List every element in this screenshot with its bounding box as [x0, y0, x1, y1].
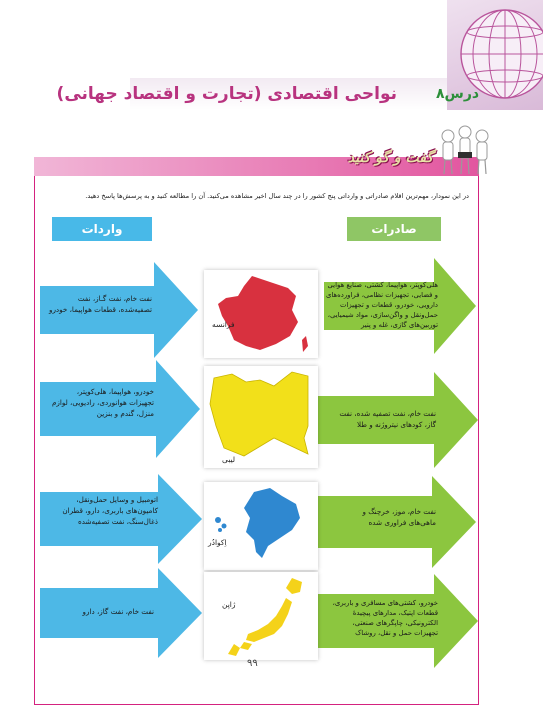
map-libya	[204, 366, 318, 468]
section-heading: گفت و گو کنید	[347, 150, 433, 166]
lesson-number: درس۸	[436, 86, 480, 102]
exports-text-france: هلی‌کوپتر، هواپیما، کشتی، صنایع هوایی و فضایی، تجهیزات نظامی، فراورده‌های دارویی، خودرو، قطعات و تجهیزات حمل‌ونقل و واگن‌سازی، مواد شیمیایی، توربین‌های گازی، غله و پنیر	[326, 281, 438, 329]
japan-map-shape	[204, 572, 318, 660]
page-number: ۹۹	[247, 658, 258, 669]
libya-map-shape	[204, 366, 318, 468]
discussion-people-icon	[436, 122, 494, 178]
imports-text-libya: خودرو، هواپیما، هلی‌کوپتر، تجهیزات هوانوردی، رادیویی، لوازم منزل، گندم و بنزین	[51, 387, 154, 419]
country-label-japan: ژاپن	[222, 600, 236, 609]
imports-text-japan: نفت خام، نفت گاز، دارو	[82, 607, 154, 616]
intro-text: در این نمودار، مهم‌ترین اقلام صادراتی و وارداتی پنج کشور را در چند سال اخیر مشاهده می‌کنید. آن را مطالعه کنید و به پرسش‌ها پاسخ دهید.	[85, 192, 469, 200]
map-ecuador	[204, 482, 318, 570]
ecuador-map-shape	[204, 482, 318, 570]
imports-text-france: نفت خام، نفت گـاز، نفت تصفیه‌شده، قطعات هواپیما، خودرو	[48, 294, 152, 315]
country-label-france: فرانسه	[212, 320, 235, 329]
france-map-shape	[204, 270, 318, 358]
lesson-title: نواحی اقتصادی (تجارت و اقتصاد جهانی)	[56, 84, 397, 104]
exports-text-libya: نفت خام، نفت تصفیه شده، نفت گاز، کودهای نیتروژنه و طلا	[339, 409, 436, 430]
exports-text-ecuador: نفت خام، موز، خرچنگ و ماهی‌های فراوری شده	[362, 507, 436, 528]
map-japan	[204, 572, 318, 660]
country-label-ecuador: اِکوادُر	[208, 538, 227, 547]
map-france	[204, 270, 318, 358]
exports-text-japan: خودرو، کشتی‌های مسافری و باربری، قطعات اپتیک، مدارهای پیچیدهٔ الکترونیکی، چاپگرهای صنعتی، تجهیزات حمل و نقل، روشاک	[332, 599, 438, 637]
imports-column-header: واردات	[52, 217, 152, 241]
exports-column-header: صادرات	[347, 217, 441, 241]
country-label-libya: لیبی	[222, 455, 236, 464]
imports-text-ecuador: اتومبیل و وسایل حمل‌ونقل، کامیون‌های باربری، دارو، قطران ذغال‌سنگ، نفت تصفیه‌شده	[62, 495, 158, 527]
